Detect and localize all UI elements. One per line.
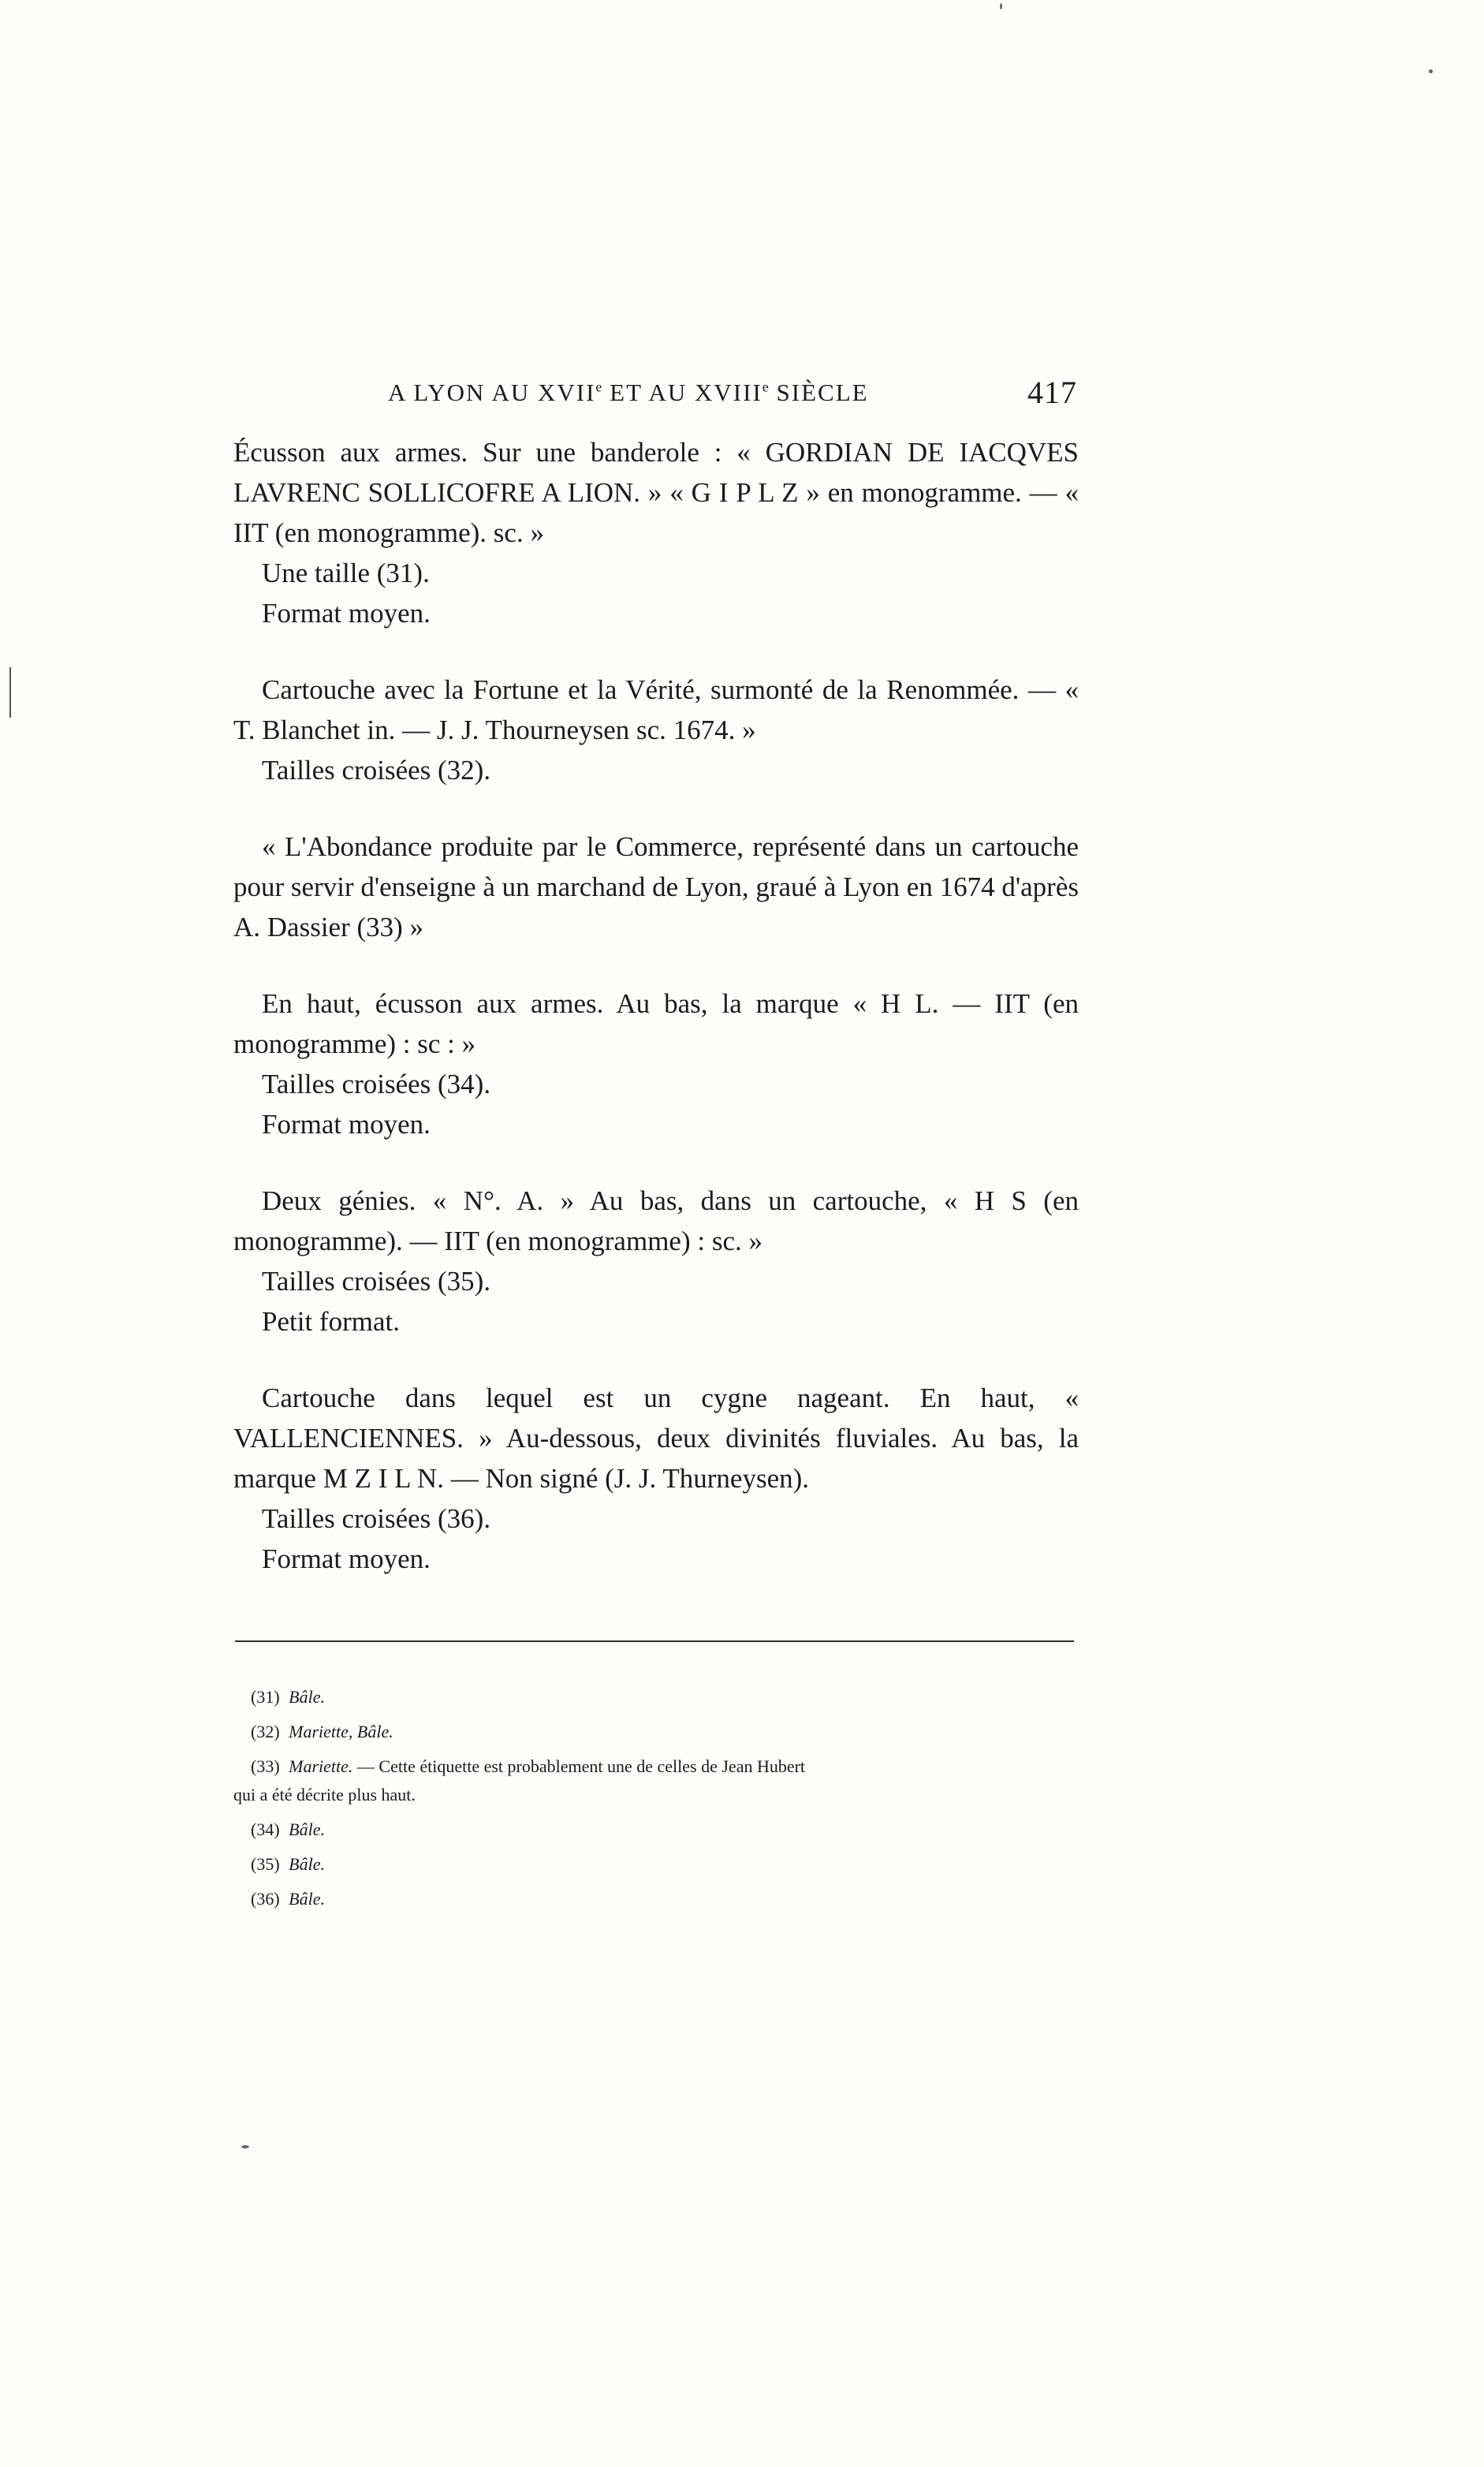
entry-detail: Format moyen. bbox=[262, 598, 431, 629]
footnote-source: Bâle. bbox=[289, 1889, 325, 1909]
footnote-source: Mariette, Bâle. bbox=[289, 1722, 393, 1741]
running-head-part-3: SIÈCLE bbox=[768, 379, 869, 406]
entry-31 bbox=[233, 432, 1079, 633]
entry-33 bbox=[233, 827, 1079, 947]
footnote-separator bbox=[235, 1640, 1074, 1642]
footnote-number: (31) bbox=[251, 1687, 280, 1707]
footnotes bbox=[233, 1680, 1079, 1916]
page-header bbox=[233, 374, 1109, 421]
entry-text: Écusson aux armes. Sur une banderole : « GORDIAN DE IACQVES LAVRENC SOLLICOFRE A LION. » « G I P L Z » en monogramme. — « IIT (en monogramme). sc. » bbox=[233, 437, 1079, 548]
footnote-31 bbox=[233, 1680, 1079, 1715]
entry-detail: Format moyen. bbox=[262, 1543, 431, 1574]
footnote-number: (33) bbox=[251, 1756, 280, 1776]
paper-speck bbox=[1000, 3, 1002, 9]
footnote-34 bbox=[233, 1812, 1079, 1847]
footnote-35 bbox=[233, 1847, 1079, 1882]
entry-text: Cartouche avec la Fortune et la Vérité, surmonté de la Renommée. — « T. Blanchet in. — J. J. Thourneysen sc. 1674. » bbox=[233, 674, 1079, 745]
entry-detail: Tailles croisées (32). bbox=[262, 755, 491, 786]
entry-text: « L'Abondance produite par le Commerce, représenté dans un cartouche pour servir d'enseigne à un marchand de Lyon, graué à Lyon en 1674 d'après A. Dassier (33) » bbox=[233, 831, 1079, 942]
footnote-text: qui a été décrite plus haut. bbox=[233, 1785, 416, 1805]
footnote-source: Bâle. bbox=[289, 1819, 325, 1839]
entry-32 bbox=[233, 670, 1079, 790]
footnote-number: (32) bbox=[251, 1722, 280, 1741]
entry-text: Cartouche dans lequel est un cygne nageant. En haut, « VALLENCIENNES. » Au-dessous, deux divinités fluviales. Au bas, la marque M Z I L N. — Non signé (J. J. Thurneysen). bbox=[233, 1383, 1079, 1494]
entry-detail: Tailles croisées (35). bbox=[262, 1266, 491, 1297]
superscript-e-1: e bbox=[595, 379, 602, 395]
margin-mark bbox=[9, 667, 11, 718]
entry-35 bbox=[233, 1181, 1079, 1342]
running-head-part-1: A LYON AU XVII bbox=[388, 379, 596, 406]
entry-36 bbox=[233, 1378, 1079, 1579]
page-number: 417 bbox=[1027, 375, 1077, 410]
entry-detail: Tailles croisées (36). bbox=[262, 1503, 491, 1534]
paper-speck bbox=[1429, 69, 1433, 73]
entry-text: Deux génies. « N°. A. » Au bas, dans un cartouche, « H S (en monogramme). — IIT (en monogramme) : sc. » bbox=[233, 1185, 1079, 1256]
footnote-32 bbox=[233, 1715, 1079, 1749]
superscript-e-2: e bbox=[762, 379, 769, 395]
running-head-part-2: ET AU XVIII bbox=[602, 379, 763, 406]
page-body bbox=[233, 432, 1079, 1615]
running-head bbox=[388, 379, 869, 407]
entry-text: En haut, écusson aux armes. Au bas, la marque « H L. — IIT (en monogramme) : sc : » bbox=[233, 988, 1079, 1059]
footnote-number: (35) bbox=[251, 1854, 280, 1874]
entry-detail: Petit format. bbox=[262, 1306, 400, 1337]
footnote-source: Bâle. bbox=[289, 1854, 325, 1874]
entry-detail: Tailles croisées (34). bbox=[262, 1069, 491, 1099]
entry-detail: Format moyen. bbox=[262, 1109, 431, 1140]
footnote-number: (36) bbox=[251, 1889, 280, 1909]
footnote-36 bbox=[233, 1882, 1079, 1916]
footnote-text: — Cette étiquette est probablement une de celles de Jean Hubert bbox=[352, 1756, 806, 1776]
footnote-number: (34) bbox=[251, 1819, 280, 1839]
footnote-source: Bâle. bbox=[289, 1687, 325, 1707]
footnote-source: Mariette. bbox=[289, 1756, 353, 1776]
entry-34 bbox=[233, 983, 1079, 1144]
entry-detail: Une taille (31). bbox=[262, 558, 430, 588]
paper-speck bbox=[241, 2145, 249, 2148]
